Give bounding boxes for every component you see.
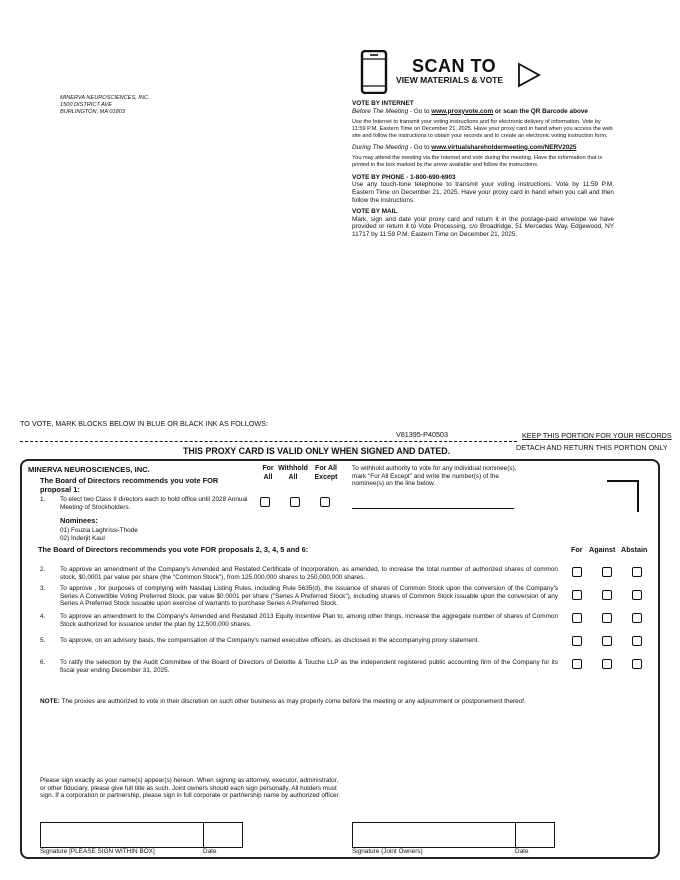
proposal-4-text: To approve an amendment to the Company's Amended and Restated 2013 Equity Incentive Plan to, among other things, increase the aggregate number of shares of Common Stock authorized for issuance under the plan by 12,500,000 shares. bbox=[60, 613, 558, 628]
during-meeting-label: During The Meeting bbox=[352, 143, 409, 151]
col-withhold-all: Withhold All bbox=[278, 465, 308, 481]
keep-portion: KEEP THIS PORTION FOR YOUR RECORDS bbox=[522, 431, 672, 440]
proposal-5-number: 5. bbox=[40, 637, 46, 644]
mark-instruction: TO VOTE, MARK BLOCKS BELOW IN BLUE OR BLACK INK AS FOLLOWS: bbox=[20, 419, 268, 428]
proposal-4-number: 4. bbox=[40, 613, 46, 620]
proposal-1-withhold-all-checkbox[interactable] bbox=[290, 497, 300, 507]
before-meeting-tail: or scan the QR Barcode above bbox=[493, 107, 588, 115]
joint-signature-box[interactable] bbox=[352, 822, 516, 848]
scan-header bbox=[360, 50, 550, 98]
col-abstain: Abstain bbox=[621, 545, 648, 554]
proposal-2-text: To approve an amendment of the Company's Amended and Restated Certificate of Incorporation, as amended, to increase the total number of authorized shares of common stock, $0.0001 par value per share (the "Common Stock"), from 125,000,000 shares to 250,000,000 shares. bbox=[60, 566, 558, 581]
proposal-6-text: To ratify the selection by the Audit Committee of the Board of Directors of Deloitte & Touche LLP as the independent registered public accounting firm of the Company for its fiscal year ending December 31, 2025. bbox=[60, 659, 558, 674]
address-city: BURLINGTON, MA 01803 bbox=[60, 108, 125, 115]
joint-signature-label: Signature (Joint Owners) bbox=[352, 848, 423, 855]
corner-mark bbox=[607, 480, 639, 512]
internet-during-line bbox=[352, 144, 614, 152]
nominee-1: 01) Fouzia Laghrissi-Thode bbox=[60, 527, 138, 534]
address-street: 1500 DISTRICT AVE bbox=[60, 101, 113, 108]
scan-subtitle: VIEW MATERIALS & VOTE bbox=[396, 75, 504, 85]
proposal-1-for-all-checkbox[interactable] bbox=[260, 497, 270, 507]
proposal-2-for-checkbox[interactable] bbox=[572, 567, 582, 577]
col-for-all: For All bbox=[262, 465, 274, 481]
mail-heading: VOTE BY MAIL bbox=[352, 208, 398, 216]
address-name: MINERVA NEUROSCIENCES, INC. bbox=[60, 95, 150, 101]
during-meeting-text: - Go to bbox=[408, 143, 432, 151]
proposal-3-abstain-checkbox[interactable] bbox=[632, 590, 642, 600]
date-label: Date bbox=[203, 848, 217, 855]
proposal-6-abstain-checkbox[interactable] bbox=[632, 659, 642, 669]
nominees-label: Nominees: bbox=[60, 516, 98, 525]
col-against: Against bbox=[589, 545, 616, 554]
card-company: MINERVA NEUROSCIENCES, INC. bbox=[28, 465, 150, 474]
control-code: V81395-P40503 bbox=[396, 430, 448, 439]
joint-date-box[interactable] bbox=[515, 822, 555, 848]
date-box[interactable] bbox=[203, 822, 243, 848]
voting-instructions bbox=[352, 100, 614, 239]
signature-label: Signature [PLEASE SIGN WITHIN BOX] bbox=[40, 848, 155, 855]
phone-heading: VOTE BY PHONE - 1-800-690-6903 bbox=[352, 173, 456, 181]
proposal-5-text: To approve, on an advisory basis, the compensation of the Company's named executive officers, as disclosed in the accompanying proxy statement. bbox=[60, 637, 480, 644]
joint-date-label: Date bbox=[515, 848, 529, 855]
withhold-instructions: To withhold authority to vote for any individual nominee(s), mark "For All Except" and write the number(s) of the nominee(s) on the line below. bbox=[352, 465, 517, 488]
note-text: The proxies are authorized to vote in their discretion on such other business as may properly come before the meeting or any adjournment or postponement thereof. bbox=[59, 698, 526, 705]
proposal-4-abstain-checkbox[interactable] bbox=[632, 613, 642, 623]
scan-title: SCAN TO bbox=[412, 56, 497, 76]
proposal-6-number: 6. bbox=[40, 659, 46, 666]
virtual-meeting-link[interactable]: www.virtualshareholdermeeting.com/NERV2025 bbox=[431, 143, 577, 151]
proposal-2-abstain-checkbox[interactable] bbox=[632, 567, 642, 577]
proposal-6-for-checkbox[interactable] bbox=[572, 659, 582, 669]
proposal-3-number: 3. bbox=[40, 585, 46, 592]
col-for: For bbox=[571, 545, 583, 554]
note bbox=[40, 698, 556, 706]
detach-portion: DETACH AND RETURN THIS PORTION ONLY bbox=[516, 443, 668, 452]
proxyvote-link[interactable]: www.proxyvote.com bbox=[431, 107, 494, 115]
proposal-1-for-all-except-checkbox[interactable] bbox=[320, 497, 330, 507]
recommendation-proposals-2-6: The Board of Directors recommends you vote FOR proposals 2, 3, 4, 5 and 6: bbox=[38, 545, 309, 554]
proposal-3-against-checkbox[interactable] bbox=[602, 590, 612, 600]
proposal-1-number: 1. bbox=[40, 496, 46, 503]
proposal-5-for-checkbox[interactable] bbox=[572, 636, 582, 646]
detach-line bbox=[20, 441, 517, 442]
proposal-5-against-checkbox[interactable] bbox=[602, 636, 612, 646]
proposal-6-against-checkbox[interactable] bbox=[602, 659, 612, 669]
sign-instructions: Please sign exactly as your name(s) appear(s) hereon. When signing as attorney, executor, administrator, or other fiduciary, please give full title as such. Joint owners should each sign personally. All holders must sign. If a corporation or partnership, please sign in full corporate or partnership name by authorized officer. bbox=[40, 777, 341, 800]
proposal-4-for-checkbox[interactable] bbox=[572, 613, 582, 623]
col-for-all-except: For All Except bbox=[314, 465, 338, 481]
valid-notice: THIS PROXY CARD IS VALID ONLY WHEN SIGNED AND DATED. bbox=[183, 446, 451, 456]
signature-box[interactable] bbox=[40, 822, 204, 848]
internet-heading: VOTE BY INTERNET bbox=[352, 100, 414, 107]
except-write-line[interactable] bbox=[352, 508, 514, 509]
phone-icon bbox=[360, 50, 388, 94]
proposal-2-number: 2. bbox=[40, 566, 46, 573]
recommendation-proposal-1: The Board of Directors recommends you vote FOR proposal 1: bbox=[40, 476, 219, 494]
nominee-2: 02) Inderjit Kaul bbox=[60, 535, 105, 542]
phone-body: Use any touch-tone telephone to transmit your voting instructions. Vote by 11:59 P.M. Eastern Time on December 21, 2025. Have your proxy card in hand when you call and then follow the instructions. bbox=[352, 181, 614, 204]
arrow-right-icon bbox=[516, 62, 542, 88]
proposal-4-against-checkbox[interactable] bbox=[602, 613, 612, 623]
company-address bbox=[60, 95, 220, 115]
note-label: NOTE: bbox=[40, 698, 60, 705]
proposal-5-abstain-checkbox[interactable] bbox=[632, 636, 642, 646]
proposal-1-text: To elect two Class II directors each to hold office until 2028 Annual Meeting of Stockholders. bbox=[60, 496, 248, 511]
mail-body: Mark, sign and date your proxy card and return it in the postage-paid envelope we have provided or return it to Vote Processing, c/o Broadridge, 51 Mercedes Way, Edgewood, NY 11717 by 11:59 P.M. Eastern Time on December 21, 2025. bbox=[352, 215, 614, 238]
before-meeting-label: Before The Meeting bbox=[352, 107, 409, 115]
internet-during-body: You may attend the meeting via the Internet and vote during the meeting. Have the information that is printed in the box marked by the arrow available and follow the instructions. bbox=[352, 155, 603, 168]
proposal-3-for-checkbox[interactable] bbox=[572, 590, 582, 600]
before-meeting-text: - Go to bbox=[408, 107, 432, 115]
internet-before-line bbox=[352, 108, 614, 116]
proposal-3-text: To approve , for purposes of complying with Nasdaq Listing Rules, including Rule 5635(d), the issuance of shares of Common Stock upon the conversion of the Company's Series A Convertible Voting Preferred Stock, par value $0.0001 per share ("Series A Preferred Stock"), including shares of Common Stock issuable upon the conversion of any Series A Preferred Stock issuable upon exercise of warrants to purchase Series A Preferred Stock. bbox=[60, 585, 558, 608]
internet-body: Use the Internet to transmit your voting instructions and for electronic delivery of information. Vote by 11:59 P.M. Eastern Time on December 21, 2025. Have your proxy card in hand when you access the web site and follow the instructions to obtain your records and to create an electronic voting instruction form. bbox=[352, 119, 613, 139]
proposal-2-against-checkbox[interactable] bbox=[602, 567, 612, 577]
